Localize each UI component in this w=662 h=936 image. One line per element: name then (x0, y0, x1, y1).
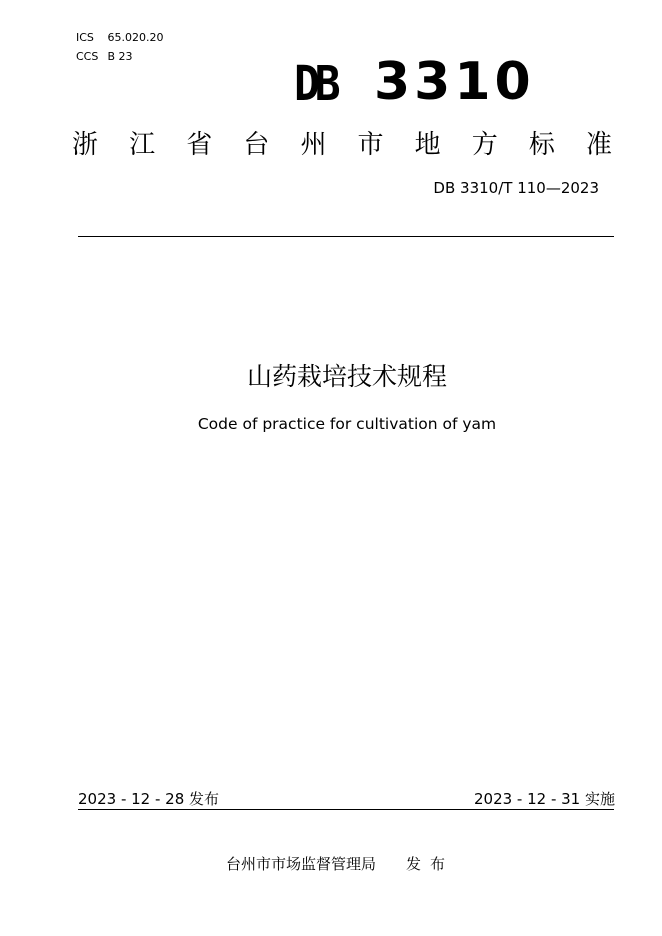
standard-number: DB 3310/T 110—2023 (433, 179, 599, 197)
standard-logo (294, 52, 535, 112)
issuer-title-char: 标 (528, 130, 555, 160)
issue-date: 2023 - 12 - 28 发布 (78, 790, 220, 808)
document-title-english: Code of practice for cultivation of yam (197, 415, 497, 433)
issuer-title-char: 地 (414, 130, 441, 160)
ccs-label: CCS (76, 50, 99, 63)
issuer-title-char: 市 (357, 130, 384, 160)
issuer-title-char: 方 (471, 130, 498, 160)
publish-verb: 发布 (406, 855, 455, 873)
ccs-classification (76, 50, 133, 64)
footer-divider (78, 809, 614, 810)
issuer-title-char: 浙 (72, 130, 99, 160)
logo-prefix: DB (294, 56, 336, 112)
issuer-title-char: 省 (186, 130, 213, 160)
issuer-title-char: 准 (585, 130, 612, 160)
document-title-chinese: 山药栽培技术规程 (246, 362, 447, 391)
publisher-name: 台州市市场监督管理局 (226, 855, 377, 873)
ics-classification (76, 31, 163, 45)
ccs-code: B 23 (107, 50, 133, 63)
ics-label: ICS (76, 31, 94, 44)
issuer-title-char: 台 (243, 130, 270, 160)
issuer-title-char: 州 (300, 130, 327, 160)
ics-code: 65.020.20 (107, 31, 164, 44)
implementation-date: 2023 - 12 - 31 实施 (473, 790, 615, 808)
logo-number: 3310 (374, 52, 535, 112)
publisher (226, 854, 454, 874)
issuer-title-char: 江 (129, 130, 156, 160)
header-divider (78, 236, 614, 237)
issuer-title (72, 128, 612, 162)
